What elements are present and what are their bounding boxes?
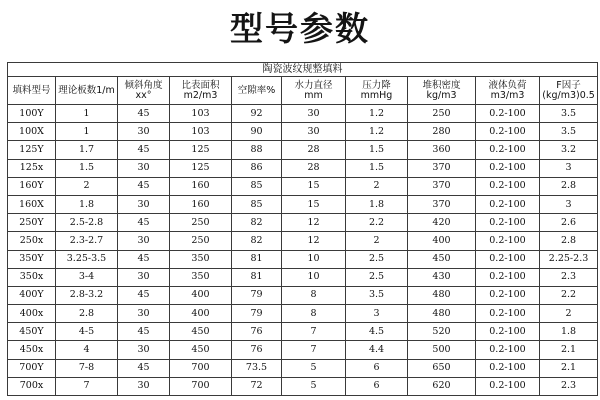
table-cell: 1.5: [346, 141, 408, 159]
column-header: [232, 77, 282, 105]
table-cell: 7: [282, 341, 346, 359]
table-cell: 4.4: [346, 341, 408, 359]
table-cell: 12: [282, 214, 346, 232]
table-cell: 1: [56, 105, 118, 123]
table-cell: 2: [346, 232, 408, 250]
table-cell: 2.25-2.3: [540, 250, 598, 268]
column-header-label: 堆积密度: [422, 79, 461, 91]
table-cell: 0.2-100: [476, 305, 540, 323]
table-cell: 76: [232, 323, 282, 341]
table-cell: 103: [170, 123, 232, 141]
column-header-unit: mmHg: [360, 89, 393, 101]
table-cell: 79: [232, 286, 282, 304]
table-cell: 2.1: [540, 359, 598, 377]
table-cell: 0.2-100: [476, 323, 540, 341]
table-cell: 2.5-2.8: [56, 214, 118, 232]
table-cell: 250: [170, 214, 232, 232]
table-cell: 0.2-100: [476, 214, 540, 232]
table-cell: 6: [346, 359, 408, 377]
table-cell: 125: [170, 141, 232, 159]
table-cell: 85: [232, 195, 282, 213]
table-cell: 700: [170, 377, 232, 395]
table-row: [8, 377, 598, 395]
model-cell: 700x: [8, 377, 56, 395]
table-cell: 45: [118, 359, 170, 377]
spec-table: [7, 62, 598, 396]
table-cell: 4-5: [56, 323, 118, 341]
table-cell: 2.5: [346, 250, 408, 268]
table-cell: 3: [346, 305, 408, 323]
table-cell: 30: [118, 341, 170, 359]
table-cell: 28: [282, 141, 346, 159]
table-row: [8, 159, 598, 177]
table-cell: 1.2: [346, 123, 408, 141]
table-cell: 15: [282, 195, 346, 213]
column-header-label: 空隙率%: [237, 84, 276, 96]
column-header-unit: mm: [304, 89, 323, 101]
model-cell: 400Y: [8, 286, 56, 304]
table-row: [8, 359, 598, 377]
table-cell: 1.8: [540, 323, 598, 341]
column-header: [282, 77, 346, 105]
table-row: [8, 323, 598, 341]
table-cell: 0.2-100: [476, 232, 540, 250]
table-cell: 620: [408, 377, 476, 395]
table-cell: 2.3: [540, 268, 598, 286]
table-row: [8, 305, 598, 323]
model-cell: 125Y: [8, 141, 56, 159]
table-row: [8, 123, 598, 141]
table-cell: 76: [232, 341, 282, 359]
model-cell: 125x: [8, 159, 56, 177]
model-cell: 100Y: [8, 105, 56, 123]
table-cell: 1.5: [346, 159, 408, 177]
table-cell: 30: [118, 159, 170, 177]
table-cell: 82: [232, 232, 282, 250]
column-header-label: 水力直径: [294, 79, 333, 91]
table-cell: 350: [170, 268, 232, 286]
model-cell: 100X: [8, 123, 56, 141]
table-cell: 2.8-3.2: [56, 286, 118, 304]
table-cell: 2.2: [540, 286, 598, 304]
column-header-unit: xx°: [135, 89, 152, 101]
column-header-unit: kg/m3: [426, 89, 457, 101]
table-cell: 45: [118, 105, 170, 123]
table-cell: 370: [408, 159, 476, 177]
table-cell: 45: [118, 250, 170, 268]
column-header: [476, 77, 540, 105]
table-cell: 1.8: [346, 195, 408, 213]
table-cell: 5: [282, 377, 346, 395]
table-cell: 420: [408, 214, 476, 232]
table-row: [8, 250, 598, 268]
table-cell: 370: [408, 195, 476, 213]
table-cell: 160: [170, 177, 232, 195]
column-header-unit: m3/m3: [490, 89, 525, 101]
table-cell: 30: [282, 123, 346, 141]
model-cell: 350x: [8, 268, 56, 286]
table-row: [8, 286, 598, 304]
table-cell: 280: [408, 123, 476, 141]
table-cell: 350: [170, 250, 232, 268]
table-row: [8, 177, 598, 195]
table-cell: 250: [408, 105, 476, 123]
column-header-label: 比表面积: [181, 79, 220, 91]
column-header: [56, 77, 118, 105]
table-cell: 103: [170, 105, 232, 123]
table-cell: 90: [232, 123, 282, 141]
model-cell: 400x: [8, 305, 56, 323]
table-cell: 45: [118, 286, 170, 304]
table-cell: 3: [540, 159, 598, 177]
table-cell: 1: [56, 123, 118, 141]
table-cell: 45: [118, 177, 170, 195]
table-cell: 2.8: [540, 177, 598, 195]
column-header-label: 倾斜角度: [124, 79, 163, 91]
table-cell: 2.2: [346, 214, 408, 232]
table-cell: 0.2-100: [476, 341, 540, 359]
table-cell: 1.7: [56, 141, 118, 159]
table-cell: 8: [282, 286, 346, 304]
table-cell: 0.2-100: [476, 268, 540, 286]
table-cell: 88: [232, 141, 282, 159]
table-cell: 5: [282, 359, 346, 377]
table-cell: 700: [170, 359, 232, 377]
table-cell: 8: [282, 305, 346, 323]
table-cell: 81: [232, 250, 282, 268]
table-cell: 0.2-100: [476, 286, 540, 304]
table-cell: 2.5: [346, 268, 408, 286]
table-cell: 2.8: [56, 305, 118, 323]
table-cell: 0.2-100: [476, 377, 540, 395]
table-cell: 1.5: [56, 159, 118, 177]
table-cell: 450: [170, 341, 232, 359]
table-cell: 30: [118, 268, 170, 286]
table-header-row: [8, 77, 598, 105]
table-cell: 10: [282, 268, 346, 286]
table-row: [8, 214, 598, 232]
table-cell: 3-4: [56, 268, 118, 286]
table-cell: 0.2-100: [476, 123, 540, 141]
table-row: [8, 268, 598, 286]
table-row: [8, 105, 598, 123]
table-cell: 3.2: [540, 141, 598, 159]
table-cell: 360: [408, 141, 476, 159]
table-cell: 1.2: [346, 105, 408, 123]
table-cell: 3.5: [346, 286, 408, 304]
table-cell: 450: [170, 323, 232, 341]
table-cell: 2.3: [540, 377, 598, 395]
table-cell: 3.25-3.5: [56, 250, 118, 268]
table-cell: 92: [232, 105, 282, 123]
column-header: [118, 77, 170, 105]
column-header-unit: (kg/m3)0.5: [542, 89, 595, 101]
table-cell: 1.8: [56, 195, 118, 213]
page-title: 型号参数: [230, 9, 370, 48]
column-header-label: F因子: [556, 79, 581, 91]
column-header: [408, 77, 476, 105]
table-cell: 480: [408, 305, 476, 323]
table-cell: 0.2-100: [476, 159, 540, 177]
model-cell: 700Y: [8, 359, 56, 377]
table-cell: 0.2-100: [476, 105, 540, 123]
table-cell: 2.1: [540, 341, 598, 359]
table-cell: 400: [408, 232, 476, 250]
table-cell: 45: [118, 323, 170, 341]
model-cell: 350Y: [8, 250, 56, 268]
model-cell: 450Y: [8, 323, 56, 341]
table-cell: 2: [540, 305, 598, 323]
table-row: [8, 141, 598, 159]
table-cell: 15: [282, 177, 346, 195]
table-cell: 85: [232, 177, 282, 195]
table-cell: 45: [118, 214, 170, 232]
column-header-label: 压力降: [362, 79, 391, 91]
table-body: [8, 105, 598, 396]
model-cell: 450x: [8, 341, 56, 359]
table-cell: 0.2-100: [476, 141, 540, 159]
model-cell: 250Y: [8, 214, 56, 232]
table-cell: 82: [232, 214, 282, 232]
model-cell: 250x: [8, 232, 56, 250]
table-cell: 160: [170, 195, 232, 213]
table-cell: 30: [118, 195, 170, 213]
column-header-unit: m2/m3: [183, 89, 218, 101]
table-cell: 0.2-100: [476, 250, 540, 268]
table-cell: 30: [118, 123, 170, 141]
table-caption-row: [8, 63, 598, 77]
table-cell: 0.2-100: [476, 195, 540, 213]
table-cell: 520: [408, 323, 476, 341]
table-cell: 450: [408, 250, 476, 268]
table-cell: 7: [56, 377, 118, 395]
table-caption: 陶瓷波纹规整填料: [8, 63, 598, 77]
table-cell: 2.8: [540, 232, 598, 250]
column-header-label: 液体负荷: [488, 79, 527, 91]
table-cell: 79: [232, 305, 282, 323]
table-cell: 86: [232, 159, 282, 177]
table-cell: 125: [170, 159, 232, 177]
table-cell: 7: [282, 323, 346, 341]
table-cell: 10: [282, 250, 346, 268]
table-cell: 6: [346, 377, 408, 395]
table-cell: 30: [118, 232, 170, 250]
table-cell: 3.5: [540, 123, 598, 141]
table-row: [8, 195, 598, 213]
table-cell: 2: [56, 177, 118, 195]
table-cell: 400: [170, 305, 232, 323]
model-cell: 160Y: [8, 177, 56, 195]
table-cell: 7-8: [56, 359, 118, 377]
table-cell: 12: [282, 232, 346, 250]
table-cell: 30: [282, 105, 346, 123]
column-header-label: 填料型号: [12, 84, 51, 96]
table-cell: 2.6: [540, 214, 598, 232]
table-cell: 0.2-100: [476, 177, 540, 195]
table-cell: 3.5: [540, 105, 598, 123]
table-cell: 30: [118, 305, 170, 323]
table-row: [8, 232, 598, 250]
table-cell: 400: [170, 286, 232, 304]
table-cell: 0.2-100: [476, 359, 540, 377]
table-cell: 4.5: [346, 323, 408, 341]
model-cell: 160X: [8, 195, 56, 213]
table-cell: 28: [282, 159, 346, 177]
column-header: [170, 77, 232, 105]
table-cell: 72: [232, 377, 282, 395]
table-cell: 30: [118, 377, 170, 395]
table-cell: 81: [232, 268, 282, 286]
table-cell: 2: [346, 177, 408, 195]
column-header: [540, 77, 598, 105]
table-cell: 73.5: [232, 359, 282, 377]
table-cell: 430: [408, 268, 476, 286]
table-cell: 480: [408, 286, 476, 304]
column-header: [346, 77, 408, 105]
column-header-label: 理论板数1/m: [58, 84, 115, 96]
table-cell: 370: [408, 177, 476, 195]
column-header: [8, 77, 56, 105]
table-cell: 500: [408, 341, 476, 359]
table-cell: 650: [408, 359, 476, 377]
table-cell: 45: [118, 141, 170, 159]
table-cell: 250: [170, 232, 232, 250]
table-cell: 2.3-2.7: [56, 232, 118, 250]
table-cell: 4: [56, 341, 118, 359]
table-row: [8, 341, 598, 359]
table-cell: 3: [540, 195, 598, 213]
